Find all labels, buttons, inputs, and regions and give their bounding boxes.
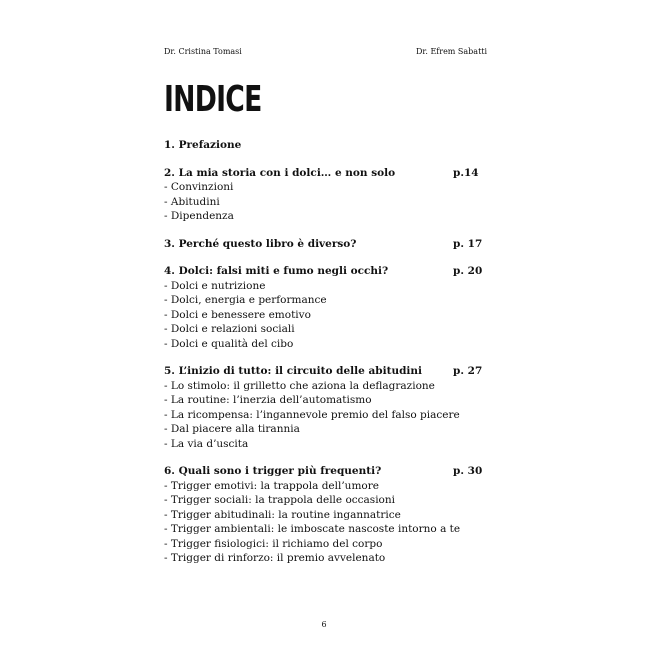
toc-section [164,264,494,351]
toc-page-number: p. 17 [453,237,483,250]
toc-subitem: - Lo stimolo: il grilletto che aziona la deflagrazione [164,379,435,392]
page-number: 6 [321,620,327,629]
toc-subitem: - Trigger emotivi: la trappola dell’umore [164,479,379,492]
running-header-right: Dr. Efrem Sabatti [416,47,488,56]
toc-section-title: 5. L’inizio di tutto: il circuito delle abitudini [164,365,423,377]
toc-section-title: 4. Dolci: falsi miti e fumo negli occhi? [164,265,389,277]
toc-subitem: - La ricompensa: l’ingannevole premio del falso piacere [164,408,460,421]
toc-subitem: - Dolci, energia e performance [164,294,327,306]
toc-subitem: - Trigger sociali: la trappola delle occasioni [164,494,395,506]
toc-subitem: - La via d’uscita [164,437,249,450]
toc-section [164,237,494,252]
toc-subitem: - La routine: l’inerzia dell’automatismo [164,394,372,406]
toc-section [164,364,494,451]
toc-section-title: 6. Quali sono i trigger più frequenti? [164,465,382,477]
toc-entry [164,237,494,252]
toc-page-number: p.14 [453,166,479,179]
toc-subitem: - Trigger abitudinali: la routine ingannatrice [164,508,401,521]
toc-subitem: - Dipendenza [164,210,234,222]
toc-subitem: - Trigger fisiologici: il richiamo del corpo [164,537,383,550]
toc-section-title: 2. La mia storia con i dolci… e non solo [164,166,396,179]
toc-subitem: - Dolci e qualità del cibo [164,337,294,350]
toc-subitem: - Trigger di rinforzo: il premio avvelenato [164,552,386,564]
toc-subitem: - Dolci e nutrizione [164,279,266,292]
toc-entry [164,138,494,153]
toc-entry [164,364,494,379]
toc-subitem: - Dal piacere alla tirannia [164,423,300,435]
toc-subitem: - Dolci e benessere emotivo [164,308,311,321]
toc-page-number: p. 20 [453,265,483,277]
toc-entry [164,464,494,479]
toc-section-title: 3. Perché questo libro è diverso? [164,237,357,250]
toc-section [164,464,494,566]
toc-subitem: - Trigger ambientali: le imboscate nascoste intorno a te [164,523,461,535]
toc-section [164,138,494,153]
table-of-contents [164,138,494,566]
toc-section-title: 1. Prefazione [164,139,242,151]
page-title: INDICE [164,79,262,120]
toc-page-number: p. 30 [453,465,483,477]
toc-subitem: - Convinzioni [164,181,234,193]
toc-subitem: - Dolci e relazioni sociali [164,323,295,335]
toc-subitem: - Abitudini [164,195,220,208]
toc-section [164,166,494,224]
toc-entry [164,264,494,279]
toc-page-number: p. 27 [453,365,483,377]
running-header-left: Dr. Cristina Tomasi [164,47,242,56]
toc-entry [164,166,494,181]
